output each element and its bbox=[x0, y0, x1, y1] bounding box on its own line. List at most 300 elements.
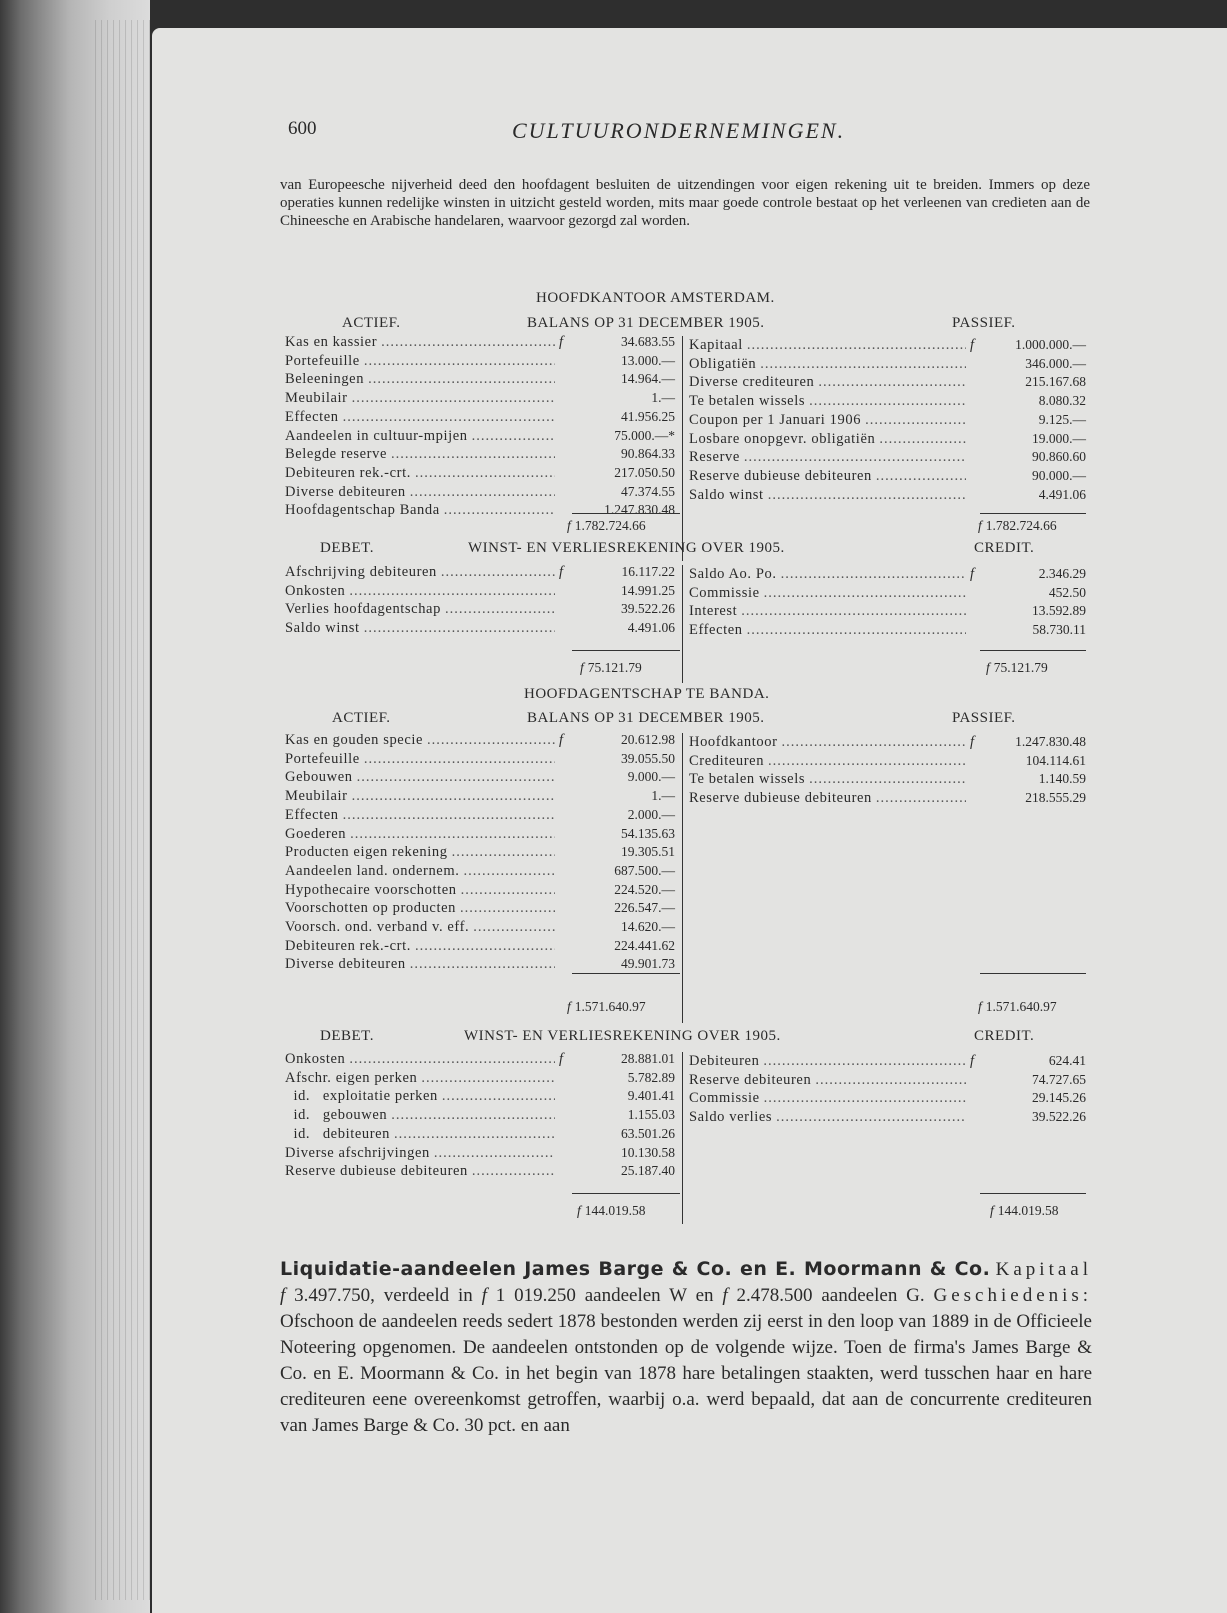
amsterdam-pl-credit-label: CREDIT. bbox=[974, 540, 1035, 556]
total-amount: 1.782.724.66 bbox=[985, 518, 1057, 533]
ledger-row bbox=[285, 1106, 675, 1125]
ledger-amount: 13.000.— bbox=[621, 352, 675, 368]
currency-symbol: f bbox=[970, 1053, 975, 1069]
ledger-amount: 104.114.61 bbox=[1025, 752, 1086, 768]
banda-pl-total-rule-left bbox=[572, 1193, 680, 1194]
ledger-amount: 54.135.63 bbox=[621, 825, 675, 841]
dot-leader bbox=[350, 826, 555, 844]
amsterdam-pl-debet-label: DEBET. bbox=[320, 540, 374, 556]
banda-pl-debet-label: DEBET. bbox=[320, 1028, 374, 1044]
amsterdam-balance-passief-label: PASSIEF. bbox=[952, 315, 1016, 331]
dot-leader bbox=[349, 583, 555, 601]
ledger-label: Kas en gouden specie bbox=[285, 732, 424, 748]
ledger-row bbox=[285, 1125, 675, 1144]
dot-leader bbox=[364, 620, 555, 638]
ledger-amount: 90.860.60 bbox=[1032, 449, 1086, 465]
ledger-amount: 39.522.26 bbox=[1032, 1109, 1086, 1125]
dot-leader bbox=[741, 603, 966, 621]
banda-balance-passief bbox=[689, 733, 1086, 808]
ledger-amount: 1.155.03 bbox=[627, 1107, 675, 1123]
ledger-amount: 14.991.25 bbox=[621, 582, 675, 598]
ledger-label: Reserve dubieuse debiteuren bbox=[689, 790, 872, 807]
ledger-amount: 4.491.06 bbox=[1038, 486, 1086, 502]
ledger-label: id. exploitatie perken bbox=[285, 1088, 438, 1105]
ledger-amount: 2.346.29 bbox=[1038, 566, 1086, 581]
section-text: , verdeeld in bbox=[370, 1285, 482, 1306]
banda-balance-total-rule-left bbox=[572, 973, 680, 974]
ledger-label: Voorschotten op producten bbox=[285, 900, 456, 917]
ledger-row bbox=[285, 427, 675, 446]
amsterdam-balance-total-right bbox=[978, 518, 1057, 534]
amount-g: 2.478.500 bbox=[736, 1285, 813, 1306]
total-amount: 75.121.79 bbox=[587, 660, 642, 675]
ledger-label: Hoofdagentschap Banda bbox=[285, 502, 440, 519]
ledger-label: Onkosten bbox=[285, 1051, 346, 1067]
ledger-label: Te betalen wissels bbox=[689, 393, 806, 410]
ledger-amount: 217.050.50 bbox=[614, 464, 675, 480]
ledger-row bbox=[689, 602, 1086, 621]
page-number: 600 bbox=[288, 118, 317, 139]
ledger-row bbox=[689, 392, 1086, 411]
ledger-amount: 63.501.26 bbox=[621, 1125, 675, 1141]
ledger-amount: 215.167.68 bbox=[1025, 374, 1086, 390]
ledger-amount: 226.547.— bbox=[614, 900, 675, 916]
ledger-row bbox=[689, 336, 1086, 355]
banda-balance-actief bbox=[285, 731, 675, 974]
amsterdam-balance-divider bbox=[682, 336, 683, 561]
total-amount: 75.121.79 bbox=[993, 660, 1048, 675]
dot-leader bbox=[818, 374, 966, 392]
ledger-row bbox=[285, 1144, 675, 1163]
ledger-row bbox=[285, 787, 675, 806]
ledger-amount: 49.901.73 bbox=[621, 956, 675, 972]
ledger-row bbox=[285, 731, 675, 750]
ledger-amount: 75.000.—* bbox=[614, 427, 675, 443]
ledger-amount: 90.864.33 bbox=[621, 446, 675, 462]
banda-balance-actief-label: ACTIEF. bbox=[332, 710, 391, 726]
ledger-label: Meubilair bbox=[285, 390, 348, 407]
ledger-label: Onkosten bbox=[285, 582, 346, 599]
ledger-row bbox=[285, 582, 675, 601]
ledger-row bbox=[689, 411, 1086, 430]
dot-leader bbox=[460, 900, 555, 918]
ledger-label: Portefeuille bbox=[285, 352, 360, 369]
ledger-label: Diverse crediteuren bbox=[689, 374, 815, 391]
ledger-label: Afschrijving debiteuren bbox=[285, 564, 437, 580]
total-amount: 1.782.724.66 bbox=[574, 518, 646, 533]
amsterdam-office-title: HOOFDKANTOOR AMSTERDAM. bbox=[536, 290, 775, 306]
ledger-label: Gebouwen bbox=[285, 769, 353, 786]
ledger-amount: 9.000.— bbox=[627, 769, 675, 785]
dot-leader bbox=[764, 585, 966, 603]
ledger-row bbox=[285, 1087, 675, 1106]
ledger-label: Crediteuren bbox=[689, 752, 765, 769]
ledger-row bbox=[285, 600, 675, 619]
total-amount: 1.571.640.97 bbox=[574, 999, 646, 1014]
ledger-label: Coupon per 1 Januari 1906 bbox=[689, 411, 862, 428]
dot-leader bbox=[343, 409, 555, 427]
dot-leader bbox=[415, 465, 555, 483]
dot-leader bbox=[394, 1126, 555, 1144]
currency-symbol: f bbox=[580, 660, 584, 675]
ledger-amount: 224.520.— bbox=[614, 881, 675, 897]
banda-balance-passief-label: PASSIEF. bbox=[952, 710, 1016, 726]
ledger-row bbox=[285, 563, 675, 582]
ledger-row bbox=[689, 584, 1086, 603]
ledger-row bbox=[689, 355, 1086, 374]
dot-leader bbox=[452, 844, 555, 862]
ledger-label: Interest bbox=[689, 603, 738, 620]
ledger-label: Reserve debiteuren bbox=[689, 1071, 812, 1088]
ledger-row bbox=[689, 1108, 1086, 1127]
dot-leader bbox=[747, 337, 966, 355]
ledger-label: Hypothecaire voorschotten bbox=[285, 881, 457, 898]
ledger-label: Hoofdkantoor bbox=[689, 734, 778, 750]
ledger-label: Belegde reserve bbox=[285, 446, 387, 463]
ledger-amount: 16.117.22 bbox=[621, 564, 675, 579]
ledger-label: id. gebouwen bbox=[285, 1107, 388, 1124]
ledger-row bbox=[285, 464, 675, 483]
amsterdam-balance-passief bbox=[689, 336, 1086, 504]
ledger-label: Obligatiën bbox=[689, 355, 757, 372]
dot-leader bbox=[809, 771, 966, 789]
ledger-amount: 39.522.26 bbox=[621, 601, 675, 617]
ledger-amount: 624.41 bbox=[1048, 1053, 1086, 1068]
liquidatie-section bbox=[280, 1256, 1092, 1439]
banda-balance-title: BALANS OP 31 DECEMBER 1905. bbox=[527, 710, 765, 726]
ledger-amount: 90.000.— bbox=[1032, 467, 1086, 483]
ledger-row bbox=[689, 1052, 1086, 1071]
dot-leader bbox=[768, 487, 966, 505]
book-spine bbox=[0, 0, 150, 1613]
currency-symbol: f bbox=[970, 566, 975, 582]
ledger-amount: 20.612.98 bbox=[621, 732, 675, 747]
dot-leader bbox=[352, 788, 555, 806]
dot-leader bbox=[368, 371, 555, 389]
currency-symbol: f bbox=[280, 1285, 286, 1306]
dot-leader bbox=[463, 863, 555, 881]
dot-leader bbox=[445, 601, 555, 619]
ledger-row bbox=[689, 430, 1086, 449]
currency-symbol: f bbox=[567, 518, 571, 533]
dot-leader bbox=[357, 769, 555, 787]
dot-leader bbox=[442, 1088, 555, 1106]
ledger-row bbox=[285, 899, 675, 918]
ledger-amount: 34.683.55 bbox=[621, 334, 675, 349]
dot-leader bbox=[391, 1107, 555, 1125]
dot-leader bbox=[364, 751, 555, 769]
banda-pl-divider bbox=[682, 1052, 683, 1224]
ledger-label: Voorsch. ond. verband v. eff. bbox=[285, 919, 470, 936]
dot-leader bbox=[381, 334, 555, 352]
ledger-label: Saldo winst bbox=[689, 486, 764, 503]
currency-symbol: f bbox=[990, 1203, 994, 1218]
dot-leader bbox=[472, 1163, 555, 1181]
ledger-row bbox=[285, 333, 675, 352]
currency-symbol: f bbox=[559, 564, 564, 580]
ledger-label: Debiteuren rek.-crt. bbox=[285, 937, 411, 954]
ledger-row bbox=[285, 1069, 675, 1088]
ledger-row bbox=[285, 806, 675, 825]
ledger-row bbox=[689, 373, 1086, 392]
banda-pl-credit-label: CREDIT. bbox=[974, 1028, 1035, 1044]
amsterdam-pl-divider bbox=[682, 565, 683, 683]
dot-leader bbox=[473, 919, 555, 937]
ledger-amount: 41.956.25 bbox=[621, 408, 675, 424]
dot-leader bbox=[876, 790, 966, 808]
amsterdam-pl-total-left bbox=[580, 660, 642, 676]
amsterdam-balance-total-rule-left bbox=[572, 513, 680, 514]
ledger-row bbox=[285, 352, 675, 371]
ledger-amount: 13.592.89 bbox=[1032, 603, 1086, 619]
ledger-row bbox=[285, 619, 675, 638]
currency-symbol: f bbox=[481, 1285, 487, 1306]
ledger-row bbox=[689, 565, 1086, 584]
dot-leader bbox=[391, 446, 555, 464]
ledger-label: Reserve bbox=[689, 449, 740, 466]
ledger-amount: 9.125.— bbox=[1038, 411, 1086, 427]
ledger-label: Commissie bbox=[689, 1090, 760, 1107]
amount-w: 1 019.250 bbox=[495, 1285, 576, 1306]
ledger-row bbox=[285, 825, 675, 844]
ledger-amount: 25.187.40 bbox=[621, 1163, 675, 1179]
dot-leader bbox=[352, 390, 555, 408]
dot-leader bbox=[349, 1051, 555, 1069]
ledger-row bbox=[689, 733, 1086, 752]
currency-symbol: f bbox=[559, 732, 564, 748]
amsterdam-pl-total-right bbox=[986, 660, 1048, 676]
ledger-label: Effecten bbox=[285, 806, 339, 823]
dot-leader bbox=[865, 412, 966, 430]
dot-leader bbox=[434, 1145, 555, 1163]
ledger-label: Producten eigen rekening bbox=[285, 844, 448, 861]
banda-balance-divider bbox=[682, 733, 683, 1023]
currency-symbol: f bbox=[577, 1203, 581, 1218]
ledger-amount: 9.401.41 bbox=[627, 1088, 675, 1104]
intro-paragraph: van Europeesche nijverheid deed den hoofdagent besluiten de uitzendingen voor eigen rekening uit te breiden. Immers op deze operaties kunnen redelijke winsten in uitzicht gesteld worden, mits maar goede controle bestaat op het verleenen van credieten aan de Chineesche en Arabische handelaren, waarvoor gezorgd zal worden. bbox=[280, 177, 1090, 229]
banda-pl-total-right bbox=[990, 1203, 1059, 1219]
dot-leader bbox=[760, 356, 966, 374]
ledger-amount: 14.964.— bbox=[621, 371, 675, 387]
geschiedenis-label: Geschiedenis: bbox=[933, 1285, 1093, 1306]
kapitaal-label: Kapitaal bbox=[995, 1259, 1093, 1280]
total-amount: 1.571.640.97 bbox=[985, 999, 1057, 1014]
ledger-amount: 218.555.29 bbox=[1025, 790, 1086, 806]
section-text: aandeelen G. bbox=[812, 1285, 925, 1306]
currency-symbol: f bbox=[559, 334, 564, 350]
ledger-label: Debiteuren bbox=[689, 1053, 760, 1069]
page-edges bbox=[95, 20, 155, 1600]
dot-leader bbox=[781, 566, 966, 584]
banda-pl-total-rule-right bbox=[980, 1193, 1086, 1194]
ledger-label: Meubilair bbox=[285, 788, 348, 805]
ledger-label: Afschr. eigen perken bbox=[285, 1069, 418, 1086]
ledger-amount: 1.000.000.— bbox=[1015, 337, 1086, 352]
dot-leader bbox=[427, 732, 555, 750]
ledger-label: Goederen bbox=[285, 825, 347, 842]
amsterdam-pl-debet bbox=[285, 563, 675, 638]
dot-leader bbox=[764, 1090, 966, 1108]
ledger-row bbox=[285, 843, 675, 862]
dot-leader bbox=[768, 753, 966, 771]
amsterdam-balance-total-rule-right bbox=[980, 513, 1086, 514]
ledger-row bbox=[285, 1050, 675, 1069]
ledger-amount: 19.000.— bbox=[1032, 430, 1086, 446]
ledger-row bbox=[285, 881, 675, 900]
banda-balance-total-rule-right bbox=[980, 973, 1086, 974]
running-head: CULTUURONDERNEMINGEN. bbox=[512, 118, 846, 143]
dot-leader bbox=[747, 622, 966, 640]
ledger-row bbox=[285, 955, 675, 974]
ledger-label: Kas en kassier bbox=[285, 334, 378, 350]
ledger-row bbox=[689, 1089, 1086, 1108]
dot-leader bbox=[472, 428, 555, 446]
ledger-amount: 8.080.32 bbox=[1038, 393, 1086, 409]
ledger-amount: 14.620.— bbox=[621, 919, 675, 935]
ledger-label: id. debiteuren bbox=[285, 1125, 391, 1142]
section-body: Ofschoon de aandeelen reeds sedert 1878 bestonden werden zij eerst in den loop van 1889 in de Officieele Noteering opgenomen. De aandeelen ontstonden op de volgende wijze. Toen de firma's James Barge & Co. en E. Moormann & Co. in het begin van 1878 hare betalingen staakten, werd tusschen haar en hare crediteuren eene overeenkomst getroffen, waarbij o.a. werd bepaald, dat aan de concurrente crediteuren van James Barge & Co. 30 pct. en aan bbox=[280, 1311, 1092, 1436]
amsterdam-pl-title: WINST- EN VERLIESREKENING OVER 1905. bbox=[468, 540, 785, 556]
ledger-label: Te betalen wissels bbox=[689, 771, 806, 788]
total-amount: 144.019.58 bbox=[584, 1203, 646, 1218]
currency-symbol: f bbox=[970, 734, 975, 750]
ledger-amount: 1.247.830.48 bbox=[1015, 734, 1086, 749]
dot-leader bbox=[461, 882, 555, 900]
dot-leader bbox=[410, 956, 555, 974]
ledger-label: Kapitaal bbox=[689, 337, 743, 353]
ledger-label: Effecten bbox=[689, 622, 743, 639]
ledger-label: Aandeelen land. ondernem. bbox=[285, 862, 460, 879]
dot-leader bbox=[782, 734, 966, 752]
ledger-amount: 39.055.50 bbox=[621, 750, 675, 766]
ledger-amount: 1.— bbox=[651, 788, 675, 804]
ledger-amount: 224.441.62 bbox=[614, 937, 675, 953]
ledger-row bbox=[689, 467, 1086, 486]
ledger-amount: 1.— bbox=[651, 390, 675, 406]
ledger-row bbox=[689, 770, 1086, 789]
dot-leader bbox=[410, 484, 555, 502]
banda-balance-total-right bbox=[978, 999, 1057, 1015]
dot-leader bbox=[415, 938, 555, 956]
dot-leader bbox=[809, 393, 966, 411]
dot-leader bbox=[364, 353, 555, 371]
currency-symbol: f bbox=[978, 999, 982, 1014]
section-text: aandeelen W en bbox=[575, 1285, 723, 1306]
amsterdam-balance-actief bbox=[285, 333, 675, 520]
ledger-row bbox=[689, 789, 1086, 808]
book-page bbox=[152, 28, 1227, 1613]
amsterdam-balance-title: BALANS OP 31 DECEMBER 1905. bbox=[527, 315, 765, 331]
ledger-row bbox=[285, 937, 675, 956]
ledger-amount: 10.130.58 bbox=[621, 1144, 675, 1160]
ledger-row bbox=[285, 408, 675, 427]
ledger-amount: 2.000.— bbox=[627, 806, 675, 822]
ledger-amount: 19.305.51 bbox=[621, 844, 675, 860]
ledger-label: Debiteuren rek.-crt. bbox=[285, 464, 411, 481]
ledger-label: Saldo verlies bbox=[689, 1109, 773, 1126]
ledger-row bbox=[689, 752, 1086, 771]
ledger-row bbox=[285, 750, 675, 769]
currency-symbol: f bbox=[970, 337, 975, 353]
ledger-row bbox=[285, 370, 675, 389]
banda-office-title: HOOFDAGENTSCHAP TE BANDA. bbox=[524, 686, 770, 702]
dot-leader bbox=[879, 431, 966, 449]
ledger-label: Losbare onopgevr. obligatiën bbox=[689, 430, 876, 447]
banda-pl-title: WINST- EN VERLIESREKENING OVER 1905. bbox=[464, 1028, 781, 1044]
currency-symbol: f bbox=[559, 1051, 564, 1067]
ledger-row bbox=[689, 486, 1086, 505]
ledger-amount: 28.881.01 bbox=[621, 1051, 675, 1066]
amsterdam-balance-actief-label: ACTIEF. bbox=[342, 315, 401, 331]
ledger-amount: 1.247.830.48 bbox=[604, 502, 675, 518]
banda-pl-total-left bbox=[577, 1203, 646, 1219]
total-amount: 144.019.58 bbox=[997, 1203, 1059, 1218]
ledger-label: Aandeelen in cultuur-mpijen bbox=[285, 427, 468, 444]
ledger-label: Commissie bbox=[689, 584, 760, 601]
banda-pl-credit bbox=[689, 1052, 1086, 1127]
dot-leader bbox=[763, 1053, 966, 1071]
ledger-row bbox=[285, 918, 675, 937]
amsterdam-pl-credit bbox=[689, 565, 1086, 640]
dot-leader bbox=[776, 1109, 966, 1127]
ledger-label: Diverse debiteuren bbox=[285, 483, 406, 500]
ledger-row bbox=[689, 1071, 1086, 1090]
currency-symbol: f bbox=[567, 999, 571, 1014]
ledger-row bbox=[689, 621, 1086, 640]
ledger-label: Reserve dubieuse debiteuren bbox=[285, 1163, 468, 1180]
ledger-label: Saldo Ao. Po. bbox=[689, 566, 777, 582]
banda-balance-total-left bbox=[567, 999, 646, 1015]
ledger-row bbox=[285, 1162, 675, 1181]
page-content bbox=[152, 28, 1227, 1613]
dot-leader bbox=[744, 449, 966, 467]
banda-pl-debet bbox=[285, 1050, 675, 1181]
ledger-label: Reserve dubieuse debiteuren bbox=[689, 467, 872, 484]
ledger-row bbox=[285, 483, 675, 502]
dot-leader bbox=[421, 1070, 555, 1088]
ledger-row bbox=[689, 448, 1086, 467]
ledger-amount: 58.730.11 bbox=[1032, 622, 1086, 638]
ledger-label: Beleeningen bbox=[285, 371, 365, 388]
dot-leader bbox=[444, 502, 555, 520]
ledger-amount: 1.140.59 bbox=[1038, 771, 1086, 787]
ledger-label: Verlies hoofdagentschap bbox=[285, 601, 441, 618]
ledger-label: Saldo winst bbox=[285, 620, 360, 637]
ledger-amount: 346.000.— bbox=[1025, 355, 1086, 371]
ledger-amount: 47.374.55 bbox=[621, 483, 675, 499]
kapitaal-amount: 3.497.750 bbox=[294, 1285, 371, 1306]
ledger-row bbox=[285, 862, 675, 881]
ledger-amount: 5.782.89 bbox=[627, 1069, 675, 1085]
ledger-label: Diverse debiteuren bbox=[285, 956, 406, 973]
ledger-row bbox=[285, 389, 675, 408]
ledger-amount: 74.727.65 bbox=[1032, 1071, 1086, 1087]
ledger-amount: 452.50 bbox=[1048, 584, 1086, 600]
dot-leader bbox=[441, 564, 555, 582]
ledger-amount: 4.491.06 bbox=[627, 620, 675, 636]
currency-symbol: f bbox=[722, 1285, 728, 1306]
ledger-amount: 29.145.26 bbox=[1032, 1090, 1086, 1106]
currency-symbol: f bbox=[986, 660, 990, 675]
ledger-label: Effecten bbox=[285, 408, 339, 425]
ledger-row bbox=[285, 445, 675, 464]
ledger-amount: 687.500.— bbox=[614, 862, 675, 878]
section-title: Liquidatie-aandeelen James Barge & Co. en E. Moormann & Co. bbox=[280, 1258, 991, 1280]
ledger-label: Portefeuille bbox=[285, 750, 360, 767]
currency-symbol: f bbox=[978, 518, 982, 533]
dot-leader bbox=[876, 468, 966, 486]
dot-leader bbox=[815, 1072, 966, 1090]
